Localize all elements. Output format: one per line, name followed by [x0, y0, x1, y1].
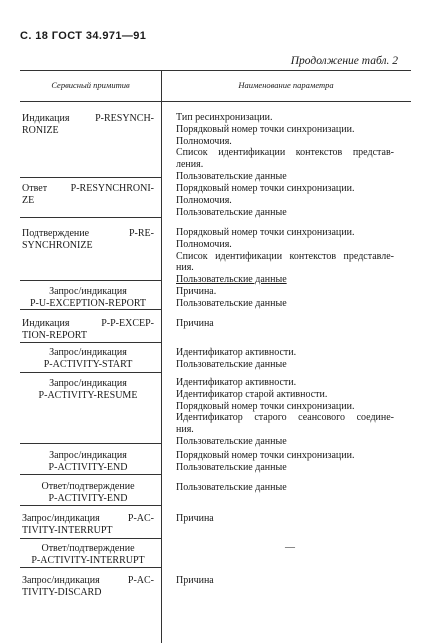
- row-divider: [20, 538, 161, 539]
- parameter-cell: Причина: [176, 575, 214, 586]
- primitive-cell: Индикация P-RESYNCH- RONIZE: [22, 113, 154, 136]
- table-top-rule: [20, 70, 411, 71]
- parameter-cell: Идентификатор активности. Идентификатор старой активности. Порядковый номер точки синхронизации. Идентификатор старого сеансового соедине- ния. Пользовательские данные: [176, 377, 394, 447]
- primitive-cell: Запрос/индикация P-U-EXCEPTION-REPORT: [29, 286, 147, 309]
- header-bottom-rule: [20, 101, 411, 102]
- column-header-primitive: Сервисный примитив: [51, 80, 130, 90]
- parameter-cell: —: [285, 542, 295, 553]
- primitive-cell: Индикация P-P-EXCEP- TION-REPORT: [22, 318, 154, 341]
- parameter-cell: Порядковый номер точки синхронизации. Пользовательские данные: [176, 450, 355, 473]
- parameter-cell: Пользовательские данные: [176, 482, 287, 493]
- primitive-cell: Запрос/индикация P-ACTIVITY-START: [43, 347, 133, 370]
- table-continuation-label: Продолжение табл. 2: [290, 55, 398, 67]
- parameter-cell: Причина. Пользовательские данные: [176, 286, 287, 309]
- row-divider: [20, 474, 161, 475]
- row-divider: [20, 505, 161, 506]
- primitive-cell: Запрос/индикация P-AC- TIVITY-DISCARD: [22, 575, 154, 598]
- primitive-cell: Запрос/индикация P-ACTIVITY-END: [48, 450, 128, 473]
- row-divider: [20, 443, 161, 444]
- primitive-cell: Ответ/подтверждение P-ACTIVITY-INTERRUPT: [31, 543, 145, 566]
- primitive-cell: Ответ/подтверждение P-ACTIVITY-END: [41, 481, 135, 504]
- parameter-cell: Порядковый номер точки синхронизации. Полномочия. Список идентификации контекстов представле- ния. Пользовательские данные: [176, 227, 394, 286]
- row-divider: [20, 217, 161, 218]
- primitive-cell: Ответ P-RESYNCHRONI- ZE: [22, 183, 154, 206]
- primitive-cell: Запрос/индикация P-ACTIVITY-RESUME: [38, 378, 138, 401]
- parameter-cell: Порядковый номер точки синхронизации. Полномочия. Пользовательские данные: [176, 183, 355, 218]
- row-divider: [20, 280, 161, 281]
- row-divider: [20, 567, 161, 568]
- column-divider: [161, 70, 162, 643]
- page-reference: С. 18 ГОСТ 34.971—91: [20, 30, 147, 42]
- row-divider: [20, 177, 161, 178]
- row-divider: [20, 342, 161, 343]
- parameter-cell: Причина: [176, 318, 214, 329]
- parameter-cell: Тип ресинхронизации. Порядковый номер точки синхронизации. Полномочия. Список идентификации контекстов представ- ления. Пользовательские данные: [176, 112, 394, 182]
- primitive-cell: Подтверждение P-RE- SYNCHRONIZE: [22, 228, 154, 251]
- primitive-cell: Запрос/индикация P-AC- TIVITY-INTERRUPT: [22, 513, 154, 536]
- column-header-parameter: Наименование параметра: [238, 80, 334, 90]
- parameter-cell: Причина: [176, 513, 214, 524]
- parameter-cell: Идентификатор активности. Пользовательские данные: [176, 347, 297, 370]
- row-divider: [20, 372, 161, 373]
